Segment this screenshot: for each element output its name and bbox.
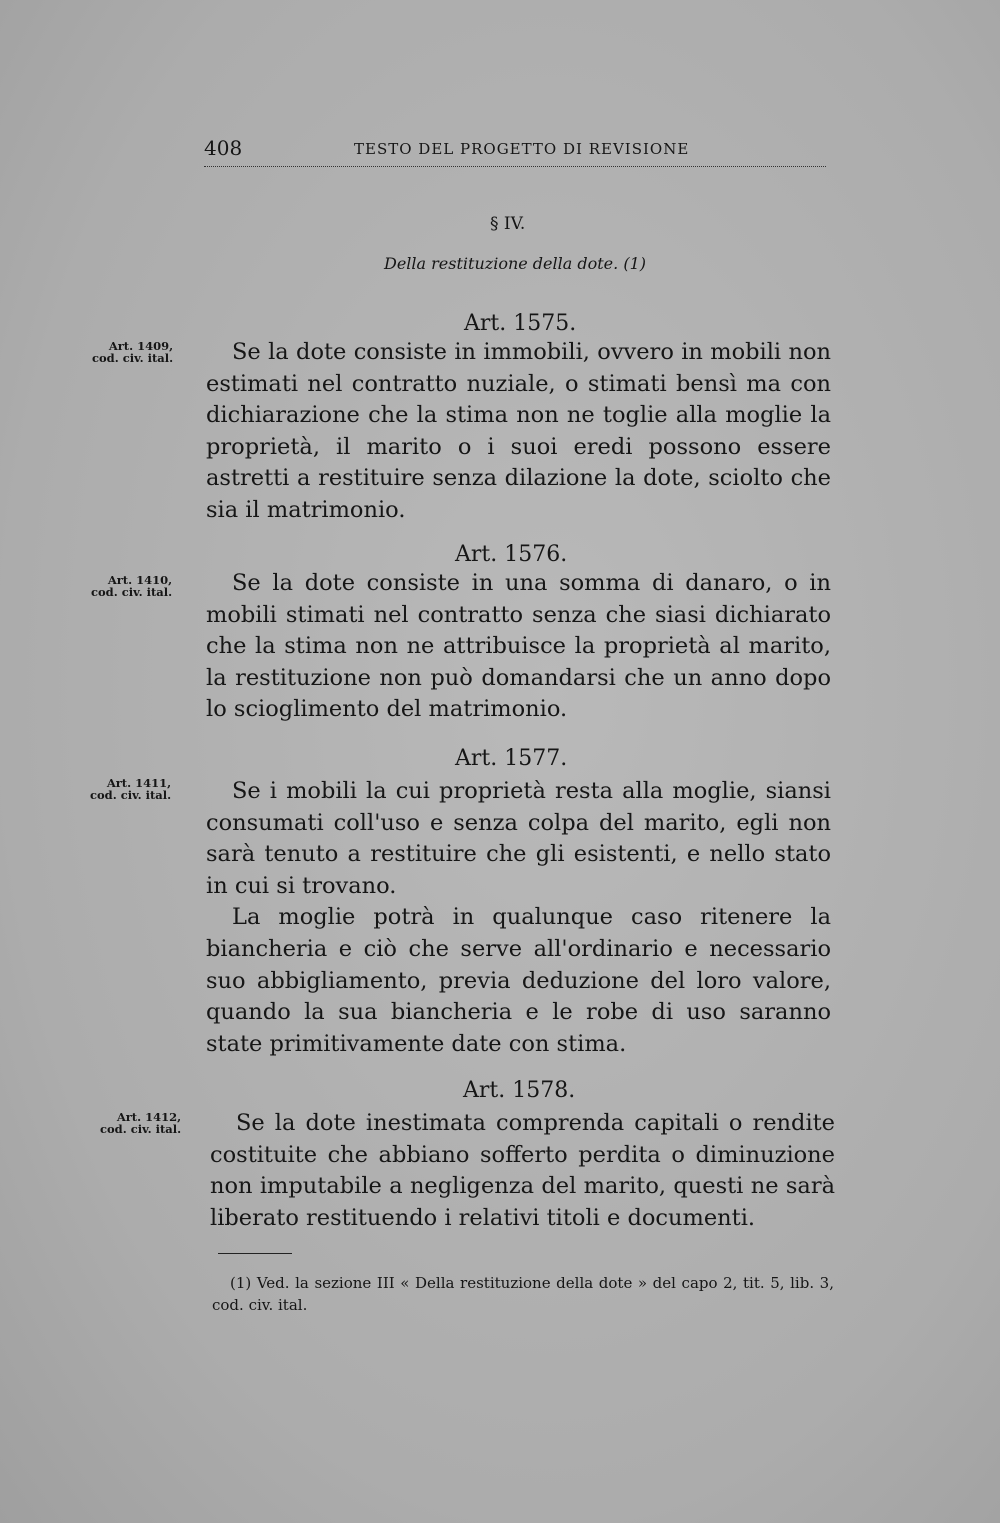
section-number: § IV.	[490, 214, 526, 234]
article-title-1575: Art. 1575.	[464, 311, 577, 336]
side-ref-article: Art. 1410,	[107, 573, 173, 587]
article-paragraph: Se i mobili la cui proprietà resta alla moglie, siansi consumati coll'uso e senza colpa del marito, egli non sarà tenuto a restituire che gli esistenti, e nello stato in cui si trovano.	[206, 778, 831, 899]
article-title-1576: Art. 1576.	[455, 542, 568, 567]
page-header	[204, 136, 826, 167]
article-paragraph: Se la dote inestimata comprenda capitali o rendite costituite che abbiano sofferto perdita o diminuzione non imputabile a negligenza del marito, questi ne sarà liberato restituendo i relativi titoli e documenti.	[210, 1110, 835, 1231]
side-ref-code: cod. civ. ital.	[91, 585, 173, 599]
side-ref-article: Art. 1412,	[116, 1110, 182, 1124]
article-paragraph: Se la dote consiste in immobili, ovvero in mobili non estimati nel contratto nuziale, o stimati bensì ma con dichiarazione che la stima non ne toglie alla moglie la proprietà, il marito o i suoi eredi possono essere astretti a restituire senza dilazione la dote, sciolto che sia il matrimonio.	[206, 339, 831, 523]
article-paragraph: La moglie potrà in qualunque caso ritenere la biancheria e ciò che serve all'ordinario e necessario suo abbigliamento, previa deduzione del loro valore, quando la sua biancheria e le robe di uso saranno state primitivamente date con stima.	[206, 904, 831, 1057]
article-body-1578	[210, 1108, 835, 1234]
side-ref-code: cod. civ. ital.	[100, 1122, 182, 1136]
footnote: (1) Ved. la sezione III « Della restituzione della dote » del capo 2, tit. 5, lib. 3, cod. civ. ital.	[212, 1274, 834, 1314]
running-title: TESTO DEL PROGETTO DI REVISIONE	[354, 140, 690, 158]
side-ref-1578	[100, 1111, 181, 1135]
side-ref-article: Art. 1411,	[106, 776, 172, 790]
side-ref-1576	[91, 574, 172, 598]
article-body-1575	[206, 337, 831, 527]
side-ref-article: Art. 1409,	[108, 339, 174, 353]
section-title: Della restituzione della dote. (1)	[384, 254, 646, 273]
side-ref-code: cod. civ. ital.	[90, 788, 172, 802]
footnote-rule	[218, 1253, 292, 1254]
page-number: 408	[204, 136, 243, 160]
article-paragraph: Se la dote consiste in una somma di danaro, o in mobili stimati nel contratto senza che siasi dichiarato che la stima non ne attribuisce la proprietà al marito, la restituzione non può domandarsi che un anno dopo lo scioglimento del matrimonio.	[206, 570, 831, 723]
article-title-1577: Art. 1577.	[455, 746, 568, 771]
side-ref-code: cod. civ. ital.	[92, 351, 174, 365]
article-body-1577	[206, 776, 831, 1060]
article-body-1576	[206, 568, 831, 726]
article-title-1578: Art. 1578.	[463, 1078, 576, 1103]
side-ref-1577	[90, 777, 171, 801]
side-ref-1575	[92, 340, 173, 364]
